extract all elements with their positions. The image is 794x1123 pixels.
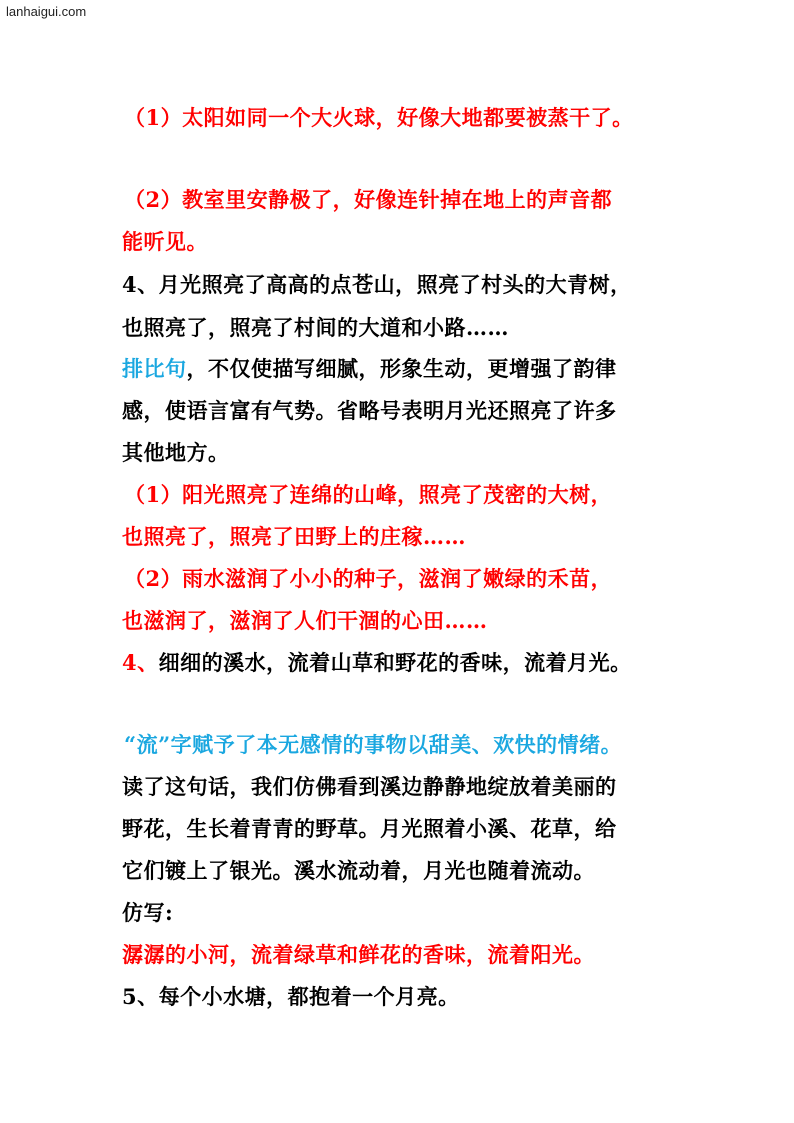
example-line-1: （1）太阳如同一个大火球，好像大地都要被蒸干了。 [124, 105, 634, 130]
imitation-answer: 潺潺的小河，流着绿草和鲜花的香味，流着阳光。 [122, 942, 595, 967]
sentence-5: 5、每个小水塘，都抱着一个月亮。 [122, 984, 460, 1009]
reading-line-2: 野花，生长着青青的野草。月光照着小溪、花草，给 [122, 816, 617, 841]
liu-analysis: “流”字赋予了本无感情的事物以甜美、欢快的情绪。 [124, 732, 623, 757]
example-line-2-cont: 能听见。 [122, 229, 208, 254]
analysis-line-1 [122, 354, 617, 384]
sentence-4b [122, 648, 632, 678]
rhetoric-term: 排比句 [122, 356, 187, 381]
sentence-text: 细细的溪水，流着山草和野花的香味，流着月光。 [158, 650, 632, 675]
analysis-line-3: 其他地方。 [122, 440, 230, 465]
sentence-number: 4、 [122, 650, 159, 675]
sentence-4-line-1: 4、月光照亮了高高的点苍山，照亮了村头的大青树， [122, 272, 632, 297]
imitation-2-line-2: 也滋润了，滋润了人们干涸的心田…… [122, 608, 488, 633]
imitation-1-line-1: （1）阳光照亮了连绵的山峰，照亮了茂密的大树， [124, 482, 613, 507]
reading-line-3: 它们镀上了银光。溪水流动着，月光也随着流动。 [122, 858, 595, 883]
imitation-1-line-2: 也照亮了，照亮了田野上的庄稼…… [122, 524, 466, 549]
imitation-2-line-1: （2）雨水滋润了小小的种子，滋润了嫩绿的禾苗， [124, 566, 613, 591]
imitation-label: 仿写: [122, 900, 174, 925]
sentence-4-line-2: 也照亮了，照亮了村间的大道和小路…… [122, 315, 509, 340]
reading-line-1: 读了这句话，我们仿佛看到溪边静静地绽放着美丽的 [122, 774, 617, 799]
analysis-text: ，不仅使描写细腻，形象生动，更增强了韵律 [186, 356, 617, 381]
site-watermark: lanhaigui.com [6, 4, 87, 19]
analysis-line-2: 感，使语言富有气势。省略号表明月光还照亮了许多 [122, 398, 617, 423]
example-line-2: （2）教室里安静极了，好像连针掉在地上的声音都 [124, 187, 613, 212]
